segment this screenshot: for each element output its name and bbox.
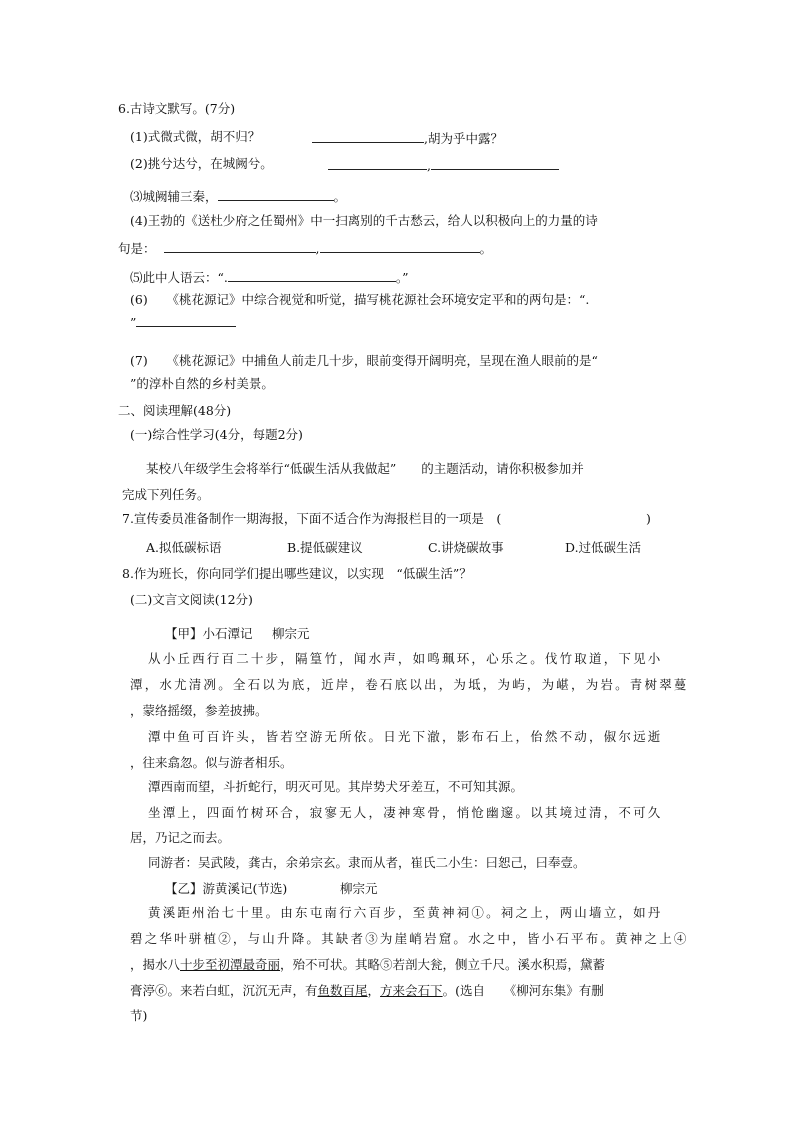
- answer-blank[interactable]: [320, 239, 480, 253]
- q6-item4-answer: [118, 239, 492, 257]
- answer-blank[interactable]: [228, 268, 396, 282]
- yi-line4-a: 膏渟⑥。来若白虹，沉沉无声，有: [130, 983, 318, 998]
- jia-line5: ，往来翕忽。似与游者相乐。: [130, 755, 293, 770]
- q6-item6: (6) 《桃花源记》中综合视觉和听觉，描写桃花源社会环境安定平和的两句是：“.: [130, 292, 590, 307]
- question-8: 8.作为班长，你向同学们提出哪些建议，以实现 “低碳生活”？: [122, 566, 472, 581]
- section2-title: 二、阅读理解(48分): [118, 403, 232, 418]
- section2-sub1: (一)综合性学习(4分，每题2分): [130, 427, 303, 442]
- q6-item2: [130, 156, 273, 172]
- q6-item6-answer: [130, 313, 236, 331]
- answer-blank[interactable]: [328, 156, 427, 170]
- jia-line8: 居，乃记之而去。: [130, 830, 231, 845]
- jia-line4: 潭中鱼可百许头，皆若空游无所依。日光下澈，影布石上，佁然不动，俶尔远逝: [148, 729, 663, 744]
- jia-author: 柳宗元: [272, 626, 310, 641]
- yi-line1: 黄溪距州治七十里。由东屯南行六百步，至黄神祠①。祠之上，两山墙立，如丹: [148, 905, 663, 920]
- yi-line3-b: ，殆不可状。其略⑤若剖大瓮，侧立千尺。溪水积焉，黛蓄: [280, 957, 606, 972]
- jia-heading: 【甲】小石潭记: [165, 626, 253, 641]
- jia-line6: 潭西南而望，斗折蛇行，明灭可见。其岸势犬牙差互，不可知其源。: [148, 779, 524, 794]
- q6-item1-rest: ,胡为乎中露？: [424, 131, 503, 146]
- question-7-text: 7.宣传委员准备制作一期海报，下面不适合作为海报栏目的一项是 (: [122, 511, 502, 526]
- underlined-phrase: 方来会石下: [380, 983, 443, 998]
- q6-item1: [130, 129, 260, 145]
- answer-blank[interactable]: [164, 239, 316, 253]
- jia-line9: 同游者：吴武陵，龚古，余弟宗玄。隶而从者，崔氏二小生：曰恕己，曰奉壹。: [148, 855, 586, 870]
- comma: ,: [427, 158, 431, 173]
- period: 。: [479, 241, 493, 256]
- jia-line2: 潭，水尤清冽。全石以为底，近岸，卷石底以出，为坻，为屿，为嵁，为岩。青树翠蔓: [130, 677, 689, 692]
- q6-title: 6.古诗文默写。(7分): [118, 101, 236, 116]
- jia-line1: 从小丘西行百二十步，隔篁竹，闻水声，如鸣珮环，心乐之。伐竹取道，下见小: [148, 651, 663, 666]
- q6-item7-rest: ”的淳朴自然的乡村美景。: [130, 376, 274, 391]
- q6-item7: (7) 《桃花源记》中捕鱼人前走几十步，眼前变得开阔明亮，呈现在渔人眼前的是“: [130, 353, 598, 368]
- answer-blank[interactable]: [431, 156, 559, 170]
- underlined-phrase: 鱼数百尾: [317, 983, 368, 998]
- q6-item5: [130, 268, 409, 286]
- q7-option-a[interactable]: A.拟低碳标语: [146, 540, 222, 555]
- yi-author: 柳宗元: [340, 881, 378, 896]
- q6-item2-answer: [328, 156, 559, 174]
- yi-line4-b: 。(选自 《柳河东集》有删: [442, 983, 604, 998]
- period: 。: [333, 189, 347, 204]
- question-7: [122, 511, 501, 527]
- yi-line2: 碧之华叶骈植②，与山升降。其缺者③为崖峭岩窟。水之中，皆小石平布。黄神之上④: [130, 931, 689, 946]
- yi-line3-a: ，揭水八: [130, 957, 181, 972]
- comma: ,: [315, 241, 320, 256]
- jia-line7: 坐潭上，四面竹树环合，寂寥无人，凄神寒骨，悄怆幽邃。以其境过清，不可久: [148, 805, 663, 820]
- answer-blank[interactable]: [312, 129, 424, 143]
- answer-blank[interactable]: [218, 187, 334, 201]
- comma: ，: [367, 983, 381, 998]
- q6-item3-text: ⑶城阙辅三秦，: [130, 189, 218, 204]
- q6-item2-text: (2)挑兮达兮，在城阙兮。: [130, 156, 273, 171]
- q6-item5-text: ⑸此中人语云：“.: [130, 270, 228, 285]
- q6-item4: (4)王勃的《送杜少府之任蜀州》中一扫离别的千古愁云，给人以积极向上的力量的诗: [130, 213, 598, 228]
- answer-blank[interactable]: [136, 313, 236, 327]
- yi-line3: [130, 957, 605, 973]
- underlined-phrase: 十步至初潭最奇丽: [180, 957, 281, 972]
- question-7-paren: ): [646, 511, 651, 526]
- intro-line2: 完成下列任务。: [122, 487, 210, 502]
- period-quote: 。”: [395, 270, 409, 285]
- jia-line3: ，蒙络摇缀，参差披拂。: [130, 703, 268, 718]
- q6-item1-answer: [312, 129, 503, 147]
- yi-line4: [130, 983, 604, 999]
- yi-line5: 节): [130, 1008, 148, 1023]
- q7-option-b[interactable]: B.提低碳建议: [287, 540, 363, 555]
- q7-option-c[interactable]: C.讲烧碳故事: [428, 540, 504, 555]
- q6-item1-text: (1)式微式微，胡不归？: [130, 129, 261, 144]
- yi-heading: 【乙】游黄溪记(节选): [165, 881, 288, 896]
- intro-line1: 某校八年级学生会将举行“低碳生活从我做起” 的主题活动，请你积极参加并: [146, 461, 584, 476]
- q6-item4-lead: 句是：: [118, 241, 156, 256]
- q7-option-d[interactable]: D.过低碳生活: [565, 540, 642, 555]
- q6-item3: [130, 187, 346, 205]
- section2-sub2: (二)文言文阅读(12分): [130, 592, 253, 607]
- quote: ”: [130, 315, 137, 330]
